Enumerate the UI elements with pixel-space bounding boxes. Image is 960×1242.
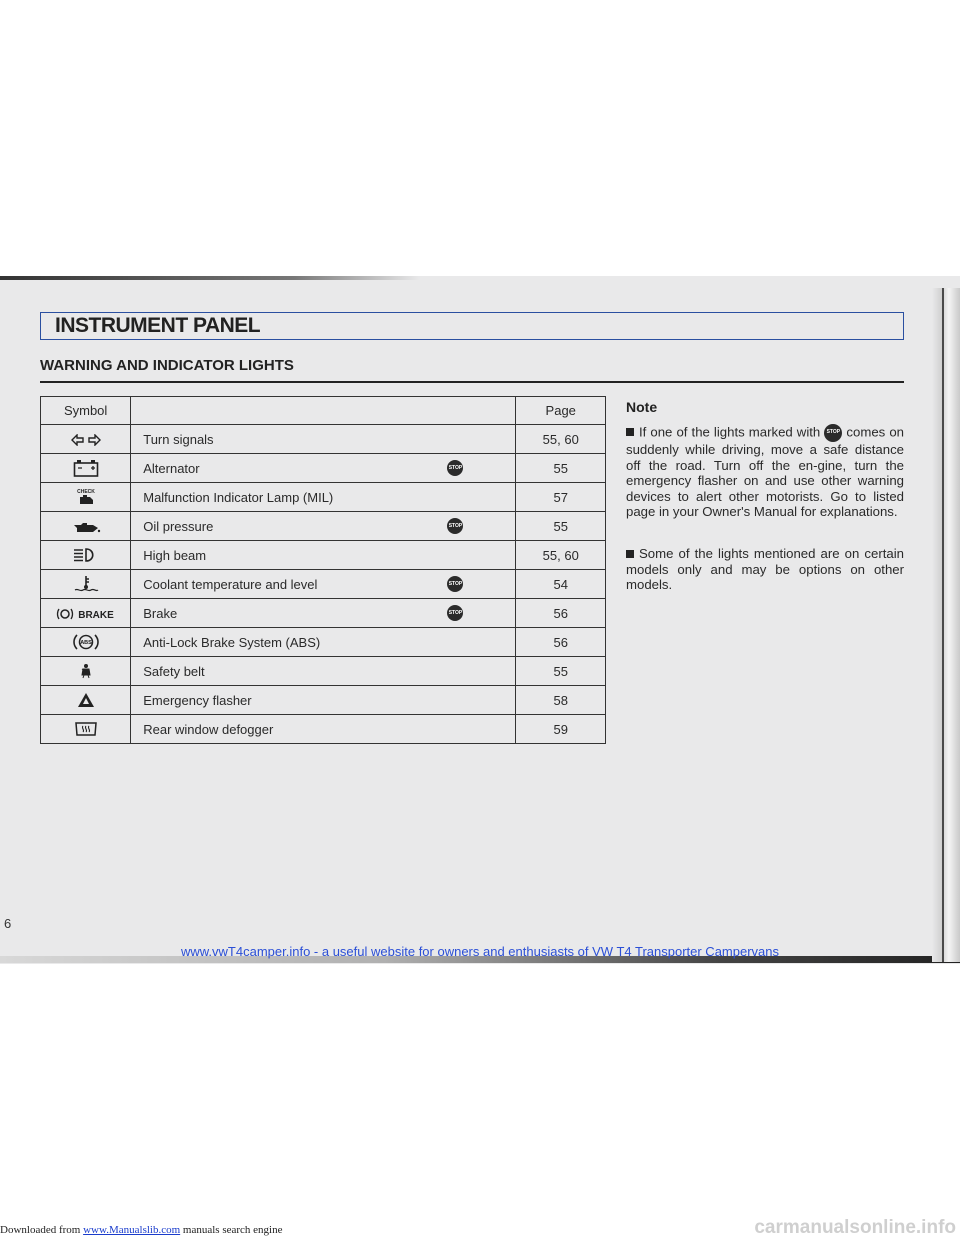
row-label: Brake [143,605,178,621]
row-label: Anti-Lock Brake System (ABS) [143,634,321,650]
table-row [41,657,606,686]
table-row [41,425,606,454]
svg-text:ABS: ABS [79,640,92,646]
note-p2-text: Some of the lights mentioned are on certain models only and may be options on other models. [626,546,904,593]
table-row [41,686,606,715]
table-row [41,628,606,657]
row-label-cell [131,483,516,512]
header-symbol: Symbol [41,397,131,425]
row-page: 55 [516,512,606,541]
table-row [41,599,606,628]
stop-icon: STOP [824,424,842,442]
downloaded-from-line [0,1224,282,1236]
row-page: 58 [516,686,606,715]
row-page: 56 [516,628,606,657]
rear-defogger-icon [73,721,99,736]
page-subtitle: WARNING AND INDICATOR LIGHTS [40,357,294,374]
row-page: 55 [516,657,606,686]
row-label-cell [131,425,516,454]
row-label: Coolant temperature and level [143,576,318,592]
battery-icon [73,459,99,474]
check-engine-icon [74,488,98,503]
row-label-cell [131,541,516,570]
stop-icon: STOP [447,576,463,592]
row-page: 56 [516,599,606,628]
row-label-cell [131,715,516,744]
stop-icon: STOP [447,605,463,621]
footer-website-link[interactable]: www.vwT4camper.info - a useful website for owners and enthusiasts of VW T4 Transporter Campervans [180,944,780,959]
table-row [41,715,606,744]
row-label-cell [131,512,516,541]
table-row [41,483,606,512]
section-title-box [40,312,904,340]
row-label: Safety belt [143,663,205,679]
stop-icon: STOP [447,460,463,476]
watermark: carmanualsonline.info [754,1217,956,1238]
seat-belt-icon [78,663,94,678]
row-label: Turn signals [143,431,214,447]
row-label-cell [131,686,516,715]
row-page: 57 [516,483,606,512]
note-paragraph-2 [626,546,904,593]
table-header-row [41,397,606,425]
row-page: 59 [516,715,606,744]
row-label-cell [131,628,516,657]
coolant-icon [71,575,101,590]
header-description [131,397,516,425]
svg-text:BRAKE: BRAKE [77,609,114,621]
brake-icon [56,605,116,620]
svg-text:CHECK: CHECK [76,489,95,495]
oil-can-icon [71,518,101,533]
downloaded-prefix: Downloaded from [0,1224,81,1236]
abs-icon [73,633,99,648]
table-row [41,570,606,599]
table-row [41,541,606,570]
stop-icon: STOP [447,518,463,534]
warning-lights-table [40,396,606,744]
high-beam-icon [73,547,99,562]
row-label-cell [131,599,516,628]
table-row [41,454,606,483]
row-page: 55 [516,454,606,483]
page-binding [932,288,960,962]
hazard-triangle-icon [77,692,95,707]
turn-signals-icon [71,432,101,447]
subtitle-rule [40,381,904,383]
row-page: 54 [516,570,606,599]
row-label: High beam [143,547,207,563]
note-paragraph-1 [626,424,904,520]
row-label: Emergency flasher [143,692,252,708]
row-label: Alternator [143,460,200,476]
note-p1-after: comes on suddenly while driving, move a safe distance off the road. Turn off the en-gine, turn the emergency flasher on and use other warning devices to alert other motorists. Go to listed page in your Owner's Manual for explanations. [626,424,904,520]
row-label-cell [131,454,516,483]
section-title: INSTRUMENT PANEL [55,314,261,337]
row-label: Oil pressure [143,518,214,534]
bullet-icon [626,428,634,436]
page-top-edge [0,276,420,280]
row-label: Malfunction Indicator Lamp (MIL) [143,489,334,505]
table-row [41,512,606,541]
note-title: Note [626,399,658,415]
row-label-cell [131,570,516,599]
manualslib-link[interactable]: www.Manualslib.com [83,1224,181,1236]
note-p1-before: If one of the lights marked with [639,424,821,440]
row-page: 55, 60 [516,425,606,454]
row-label-cell [131,657,516,686]
row-label: Rear window defogger [143,721,274,737]
downloaded-suffix: manuals search engine [182,1224,283,1236]
header-page: Page [516,397,606,425]
page-number: 6 [4,916,12,931]
bullet-icon [626,550,634,558]
row-page: 55, 60 [516,541,606,570]
